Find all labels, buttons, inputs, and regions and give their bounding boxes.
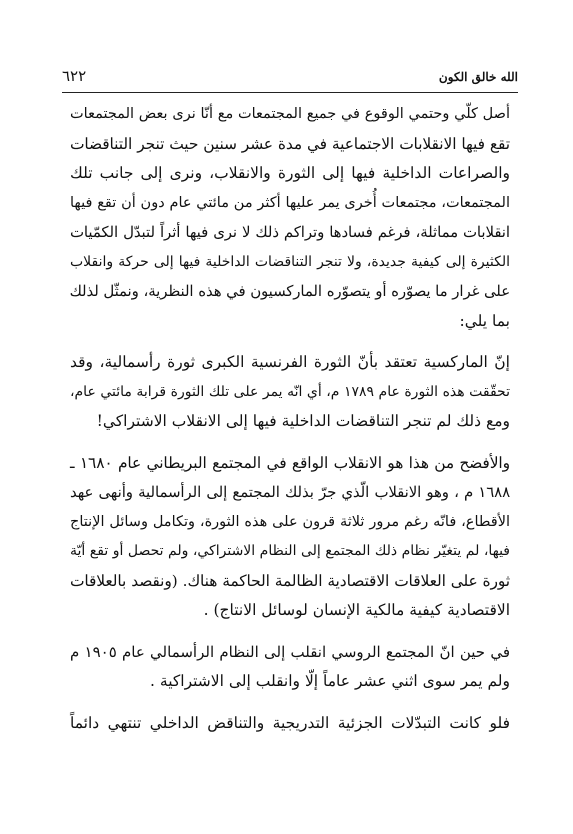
paragraph-2 (70, 348, 510, 437)
text-line: الأقطاع، فانّه رغم مرور ثلاثة قرون على هذه الثورة، وتكامل وسائل الإنتاج (70, 513, 510, 530)
text-line: فيها، لم يتغيّر نظام ذلك المجتمع إلى النظام الاشتراكي، ولم تحصل أو تقع أيّة (70, 543, 510, 559)
text-line: الكثيرة إلى كيفية جديدة، ولا تنجر التناقضات الداخلية فيها إلى حركة وانقلاب (70, 253, 510, 270)
text-line: والصراعات الداخلية فيها إلى الثورة والانقلاب، ونرى إلى جانب تلك (70, 164, 510, 182)
page-header (62, 66, 518, 88)
paragraph-3 (70, 449, 510, 626)
paragraph-4 (70, 638, 510, 697)
text-line: ١٦٨٨ م ، وهو الانقلاب الّذي جرّ بذلك المجتمع إلى الرأسمالية وأنهى عهد (70, 484, 510, 501)
text-line: والأفضح من هذا هو الانقلاب الواقع في المجتمع البريطاني عام ١٦٨٠ ـ (70, 453, 510, 472)
running-title: الله خالق الكون (438, 70, 518, 84)
text-line: بما يلي: (459, 311, 510, 330)
text-line: أصل كلّي وحتمي الوقوع في جميع المجتمعات مع أنّا نرى بعض المجتمعات (70, 106, 510, 122)
text-line: فلو كانت التبدّلات الجزئية التدريجية والتناقض الداخلي تنتهي دائماً (70, 713, 510, 732)
text-line: في حين انّ المجتمع الروسي انقلب إلى النظام الرأسمالي عام ١٩٠٥ م (70, 642, 510, 661)
body-text (70, 100, 510, 750)
paragraph-1 (70, 100, 510, 336)
text-line: ثورة على العلاقات الاقتصادية الظالمة الحاكمة هناك. (ونقصد بالعلاقات (70, 571, 510, 590)
text-line: ومع ذلك لم تنجر التناقضات الداخلية فيها إلى الانقلاب الاشتراكي! (96, 412, 510, 430)
text-line: ولم يمر سوى اثني عشر عاماً إلّا وانقلب إلى الاشتراكية . (150, 672, 510, 690)
text-line: تقع فيها الانقلابات الاجتماعية في مدة عشر سنين حيث تنجر التناقضات (70, 134, 510, 153)
text-line: إنّ الماركسية تعتقد بأنّ الثورة الفرنسية الكبرى ثورة رأسمالية، وقد (70, 353, 510, 371)
text-line: انقلابات مماثلة، فرغم فسادها وتراكم ذلك لا نرى فيها أثراً لتبدّل الكمّيات (70, 224, 510, 241)
text-line: الاقتصادية كيفية مالكية الإنسان لوسائل الانتاج) . (203, 601, 510, 619)
text-line: المجتمعات، مجتمعات أُخرى يمر عليها أكثر من مائتي عام دون أن تقع فيها (70, 194, 510, 211)
text-line: تحقّقت هذه الثورة عام ١٧٨٩ م، أي انّه يمر على تلك الثورة قرابة مائتي عام، (70, 383, 510, 400)
page-number: ٦٢٢ (62, 67, 87, 85)
header-rule (62, 92, 518, 93)
paragraph-5 (70, 709, 510, 739)
text-line: على غرار ما يصوّره أو يتصوّره الماركسيون في هذه النظرية، ونمثّل لذلك (69, 283, 510, 300)
